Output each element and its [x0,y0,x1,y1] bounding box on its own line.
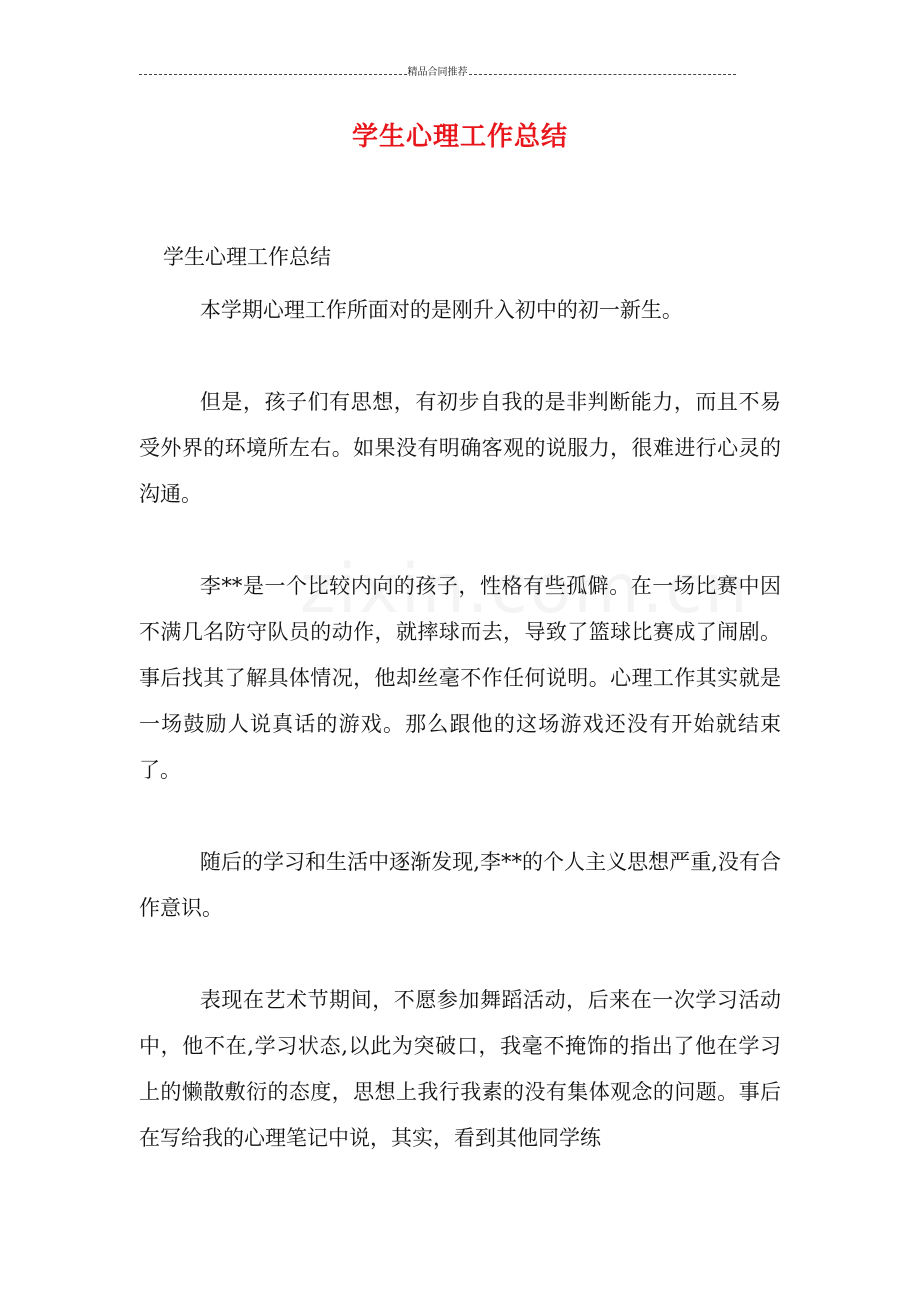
header-banner [139,66,736,80]
header-label: 精品合同推荐 [407,67,468,78]
paragraph-4: 随后的学习和生活中逐渐发现,李**的个人主义思想严重,没有合作意识。 [139,850,781,920]
header-dash-right [469,74,737,75]
paragraph-1: 本学期心理工作所面对的是刚升入初中的初一新生。 [199,298,683,322]
document-subtitle: 学生心理工作总结 [163,245,331,269]
document-title: 学生心理工作总结 [351,122,568,152]
paragraph-5: 表现在艺术节期间，不愿参加舞蹈活动，后来在一次学习活动中，他不在,学习状态,以此为突破口，我毫不掩饰的指出了他在学习上的懒散敷衍的态度，思想上我行我素的没有集体观念的问题。事后在写给我的心理笔记中说，其实，看到其他同学练 [139,988,781,1150]
paragraph-3: 李**是一个比较内向的孩子，性格有些孤僻。在一场比赛中因不满几名防守队员的动作，就摔球而去，导致了篮球比赛成了闹剧。事后找其了解具体情况，他却丝毫不作任何说明。心理工作其实就是一场鼓励人说真话的游戏。那么跟他的这场游戏还没有开始就结束了。 [139,574,781,782]
header-dash-left [139,74,407,75]
paragraph-2: 但是，孩子们有思想，有初步自我的是非判断能力，而且不易受外界的环境所左右。如果没有明确客观的说服力，很难进行心灵的沟通。 [139,390,781,506]
